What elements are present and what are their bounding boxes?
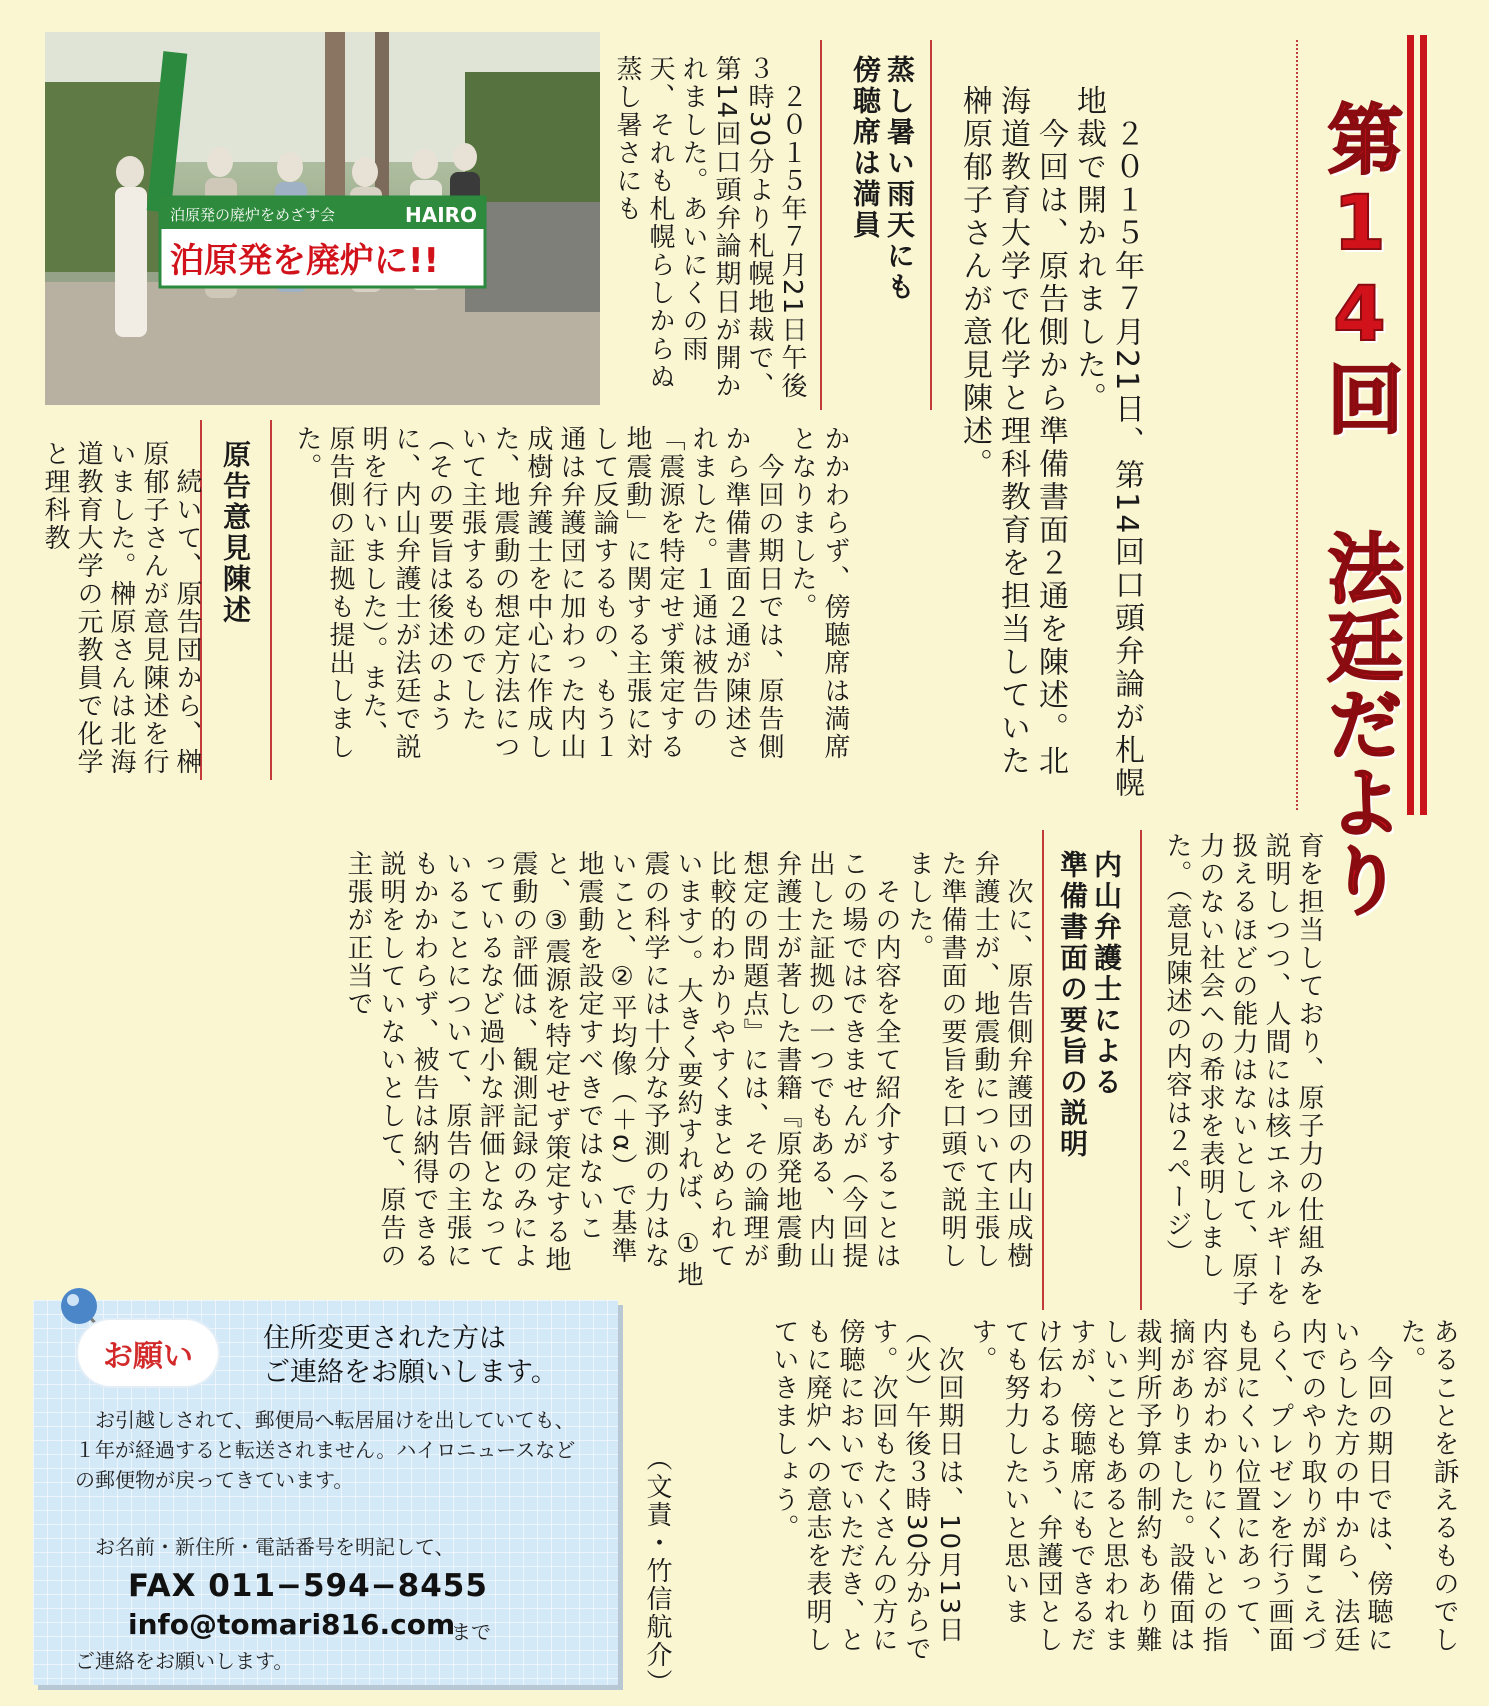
fax-number: FAX 011−594−8455 [128,1568,488,1604]
address-change-notice [33,1300,618,1685]
protest-march-illustration [45,32,600,405]
banner-main-text: 泊原発を廃炉に!! [170,241,440,281]
section3-divider [1140,830,1142,1310]
banner-brand-text: HAIRO [405,203,478,227]
email-address[interactable]: info@tomari816.com [128,1608,456,1641]
notice-made: まで [451,1620,491,1644]
page-title: 第14回 法廷だより [1315,100,1404,919]
section3-divider-left [1042,830,1044,1310]
section1-body: ２０１５年７月21日午後３時30分より札幌地裁で、第14回口頭弁論期日が開かれました。あいにくの雨天、それも札幌らしからぬ蒸し暑さにも [612,55,807,401]
section1-divider [930,40,932,410]
section3-heading: 内山弁護士による 準備書面の要旨の説明 [1056,850,1123,1160]
notice-heading: 住所変更された方は ご連絡をお願いします。 [263,1323,558,1388]
notice-body: お引越しされて、郵便局へ転居届けを出していても、１年が経過すると転送されません。ハイロニュースなどの郵便物が戻ってきています。 [75,1408,576,1492]
notice-name-line: お名前・新住所・電話番号を明記して、 [95,1535,455,1559]
lower-right-text: 育を担当しており、原子力の仕組みを説明しつつ、人間には核エネルギーを扱えるほどの能力はないとして、原子力のない社会への希求を表明しました。（意見陳述の内容は２ページ） [1162,832,1324,1308]
bottom-right-text: あることを訴えるものでした。 今回の期日では、傍聴にいらした方の中から、法廷内でのやり取りが聞こえづらく、プレゼンを行う画面も見にくい位置にあって、内容がわかりにくいとの指摘がありました。設備面は裁判所予算の制約もあり難しいこともあると思われますが、傍聴席にもできるだけ伝わるよう、弁護団としても努力したいと思います。 次回期日は、10月13日（火）午後３時30分からです。次回もたくさんの方に傍聴においでいただき、ともに廃炉への意志を表明していきましょう。 [769,1318,1459,1664]
upper-continuation-text: かかわらず、傍聴席は満席となりました。 今回の期日では、原告側から準備書面２通が陳述されました。１通は被告の「震源を特定せず策定する地震動」に関する主張に対して反論するもの、もう１通は弁護団に加わった内山成樹弁護士を中心に作成した、地震動の想定方法について主張するものでした（その要旨は後述のように、内山弁護士が法廷で説明を行いました）。また、原告側の証拠も提出しました。 [292,425,850,761]
section2-heading: 原告意見陳述 [219,440,252,626]
section1-divider-left [820,40,822,410]
section2-body: 続いて、原告団から、榊原郁子さんが意見陳述を行いました。榊原さんは北海道教育大学の元教員で化学と理科教 [40,440,202,776]
notice-badge: お願い [78,1320,218,1386]
credit-text: （文責・竹信航介） [642,1445,672,1697]
notice-closing: ご連絡をお願いします。 [75,1649,294,1673]
banner-org-text: 泊原発の廃炉をめざす会 [170,206,336,224]
title-red-bars [1407,35,1433,815]
section3-body: 次に、原告側弁護団の内山成樹弁護士が、地震動について主張した準備書面の要旨を口頭で説明しました。 その内容を全て紹介することはこの場ではできませんが（今回提出した証拠の一つでもある、内山弁護士が著した書籍『原発地震動想定の問題点』には、その論理が比較的わかりやすくまとめられています）。大きく要約すれば、①地震の科学には十分な予測の力はないこと、②平均像（＋α）で基準地震動を設定すべきではないこと、③震源を特定せず策定する地震動の評価は、観測記録のみによっているなど過小な評価となっていることについて、原告の主張にもかかわらず、被告は納得できる説明をしていないとして、原告の主張が正当で [343,850,1033,1289]
title-dotted-divider [1296,40,1298,810]
section1-heading: 蒸し暑い雨天にも 傍聴席は満員 [849,55,916,303]
protest-march-photo [45,32,600,405]
section2-divider [270,420,272,780]
lead-paragraph: ２０１５年７月21日、第14回口頭弁論が札幌地裁で開かれました。 今回は、原告側から準備書面２通を陳述。北海道教育大学で化学と理科教育を担当していた榊原郁子さんが意見陳述。 [957,85,1144,801]
